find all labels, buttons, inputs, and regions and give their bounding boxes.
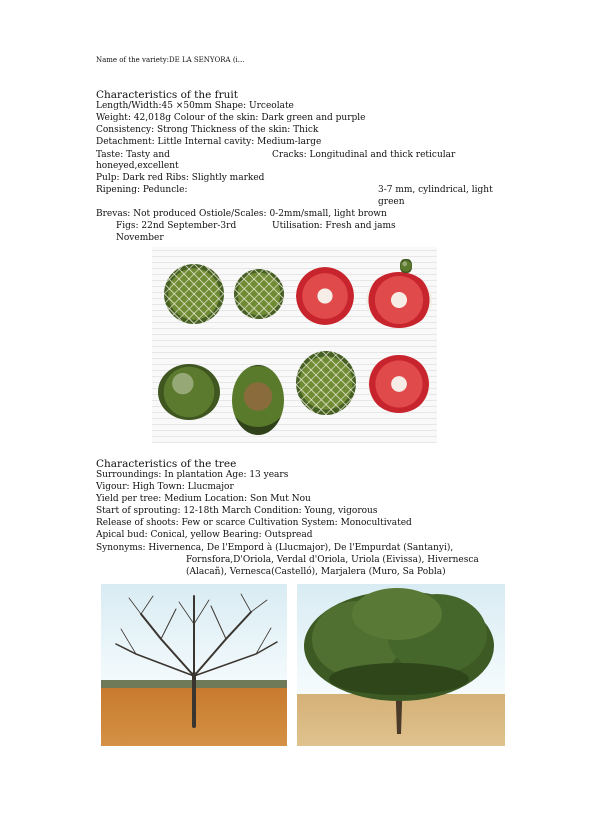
peduncle-value-cont: green [378, 197, 405, 207]
tree-line: Start of sprouting: 12-18th March Condition: Young, vigorous [96, 506, 378, 516]
fig-whole-green-4 [296, 351, 356, 415]
utilisation-line: Utilisation: Fresh and jams [272, 221, 396, 231]
fig-whole-dark [232, 365, 284, 435]
figs-line: Figs: 22nd September-3rd [116, 221, 237, 231]
figs-line-cont: November [116, 233, 164, 243]
pulp-line: Pulp: Dark red Ribs: Slightly marked [96, 173, 265, 183]
tree-line: Release of shoots: Few or scarce Cultivation System: Monocultivated [96, 518, 412, 528]
peduncle-value: 3-7 mm, cylindrical, light [378, 185, 493, 195]
leafy-tree-illustration [297, 584, 505, 746]
fig-cut-2 [366, 272, 432, 328]
fig-stem [400, 259, 412, 273]
bare-tree-illustration [101, 584, 287, 746]
synonyms-line: Synonyms: Hivernenca, De l'Empord à (Llucmajor), De l'Empurdat (Santanyi), [96, 543, 454, 553]
tree-line: Vigour: High Town: Llucmajor [96, 482, 234, 492]
ripening-line: Ripening: Peduncle: [96, 185, 188, 195]
tree-line: Yield per tree: Medium Location: Son Mut Nou [96, 494, 311, 504]
fruit-photo [152, 247, 437, 443]
brevas-line: Brevas: Not produced Ostiole/Scales: 0-2mm/small, light brown [96, 209, 387, 219]
tree-summer-photo [297, 584, 505, 746]
fig-whole-green-2 [234, 269, 284, 319]
fig-whole-green-1 [164, 264, 224, 324]
tree-heading: Characteristics of the tree [96, 458, 237, 470]
taste-continued: honeyed,excellent [96, 161, 179, 171]
variety-name: Name of the variety:DE LA SENYORA (i... [96, 56, 245, 64]
taste-label: Taste: Tasty and [96, 150, 170, 160]
synonyms-line-cont: Fornsfora,D'Oriola, Verdal d'Oriola, Uriola (Eivissa), Hivernesca [186, 555, 479, 565]
cracks-text: Cracks: Longitudinal and thick reticular [272, 150, 456, 160]
fig-whole-green-3 [158, 364, 220, 420]
fruit-line: Detachment: Little Internal cavity: Medium-large [96, 137, 322, 147]
tree-line: Apical bud: Conical, yellow Bearing: Outspread [96, 530, 313, 540]
fig-cut-1 [296, 267, 354, 325]
tree-winter-photo [101, 584, 287, 746]
fruit-line: Consistency: Strong Thickness of the skin: Thick [96, 125, 319, 135]
fruit-heading: Characteristics of the fruit [96, 89, 238, 101]
fruit-line: Weight: 42,018g Colour of the skin: Dark green and purple [96, 113, 366, 123]
tree-line: Surroundings: In plantation Age: 13 years [96, 470, 289, 480]
fruit-line: Length/Width:45 ×50mm Shape: Urceolate [96, 101, 294, 111]
fig-cut-3 [368, 355, 430, 413]
synonyms-line-cont: (Alacañ), Vernesca(Castelló), Marjalera (Muro, Sa Pobla) [186, 567, 446, 577]
